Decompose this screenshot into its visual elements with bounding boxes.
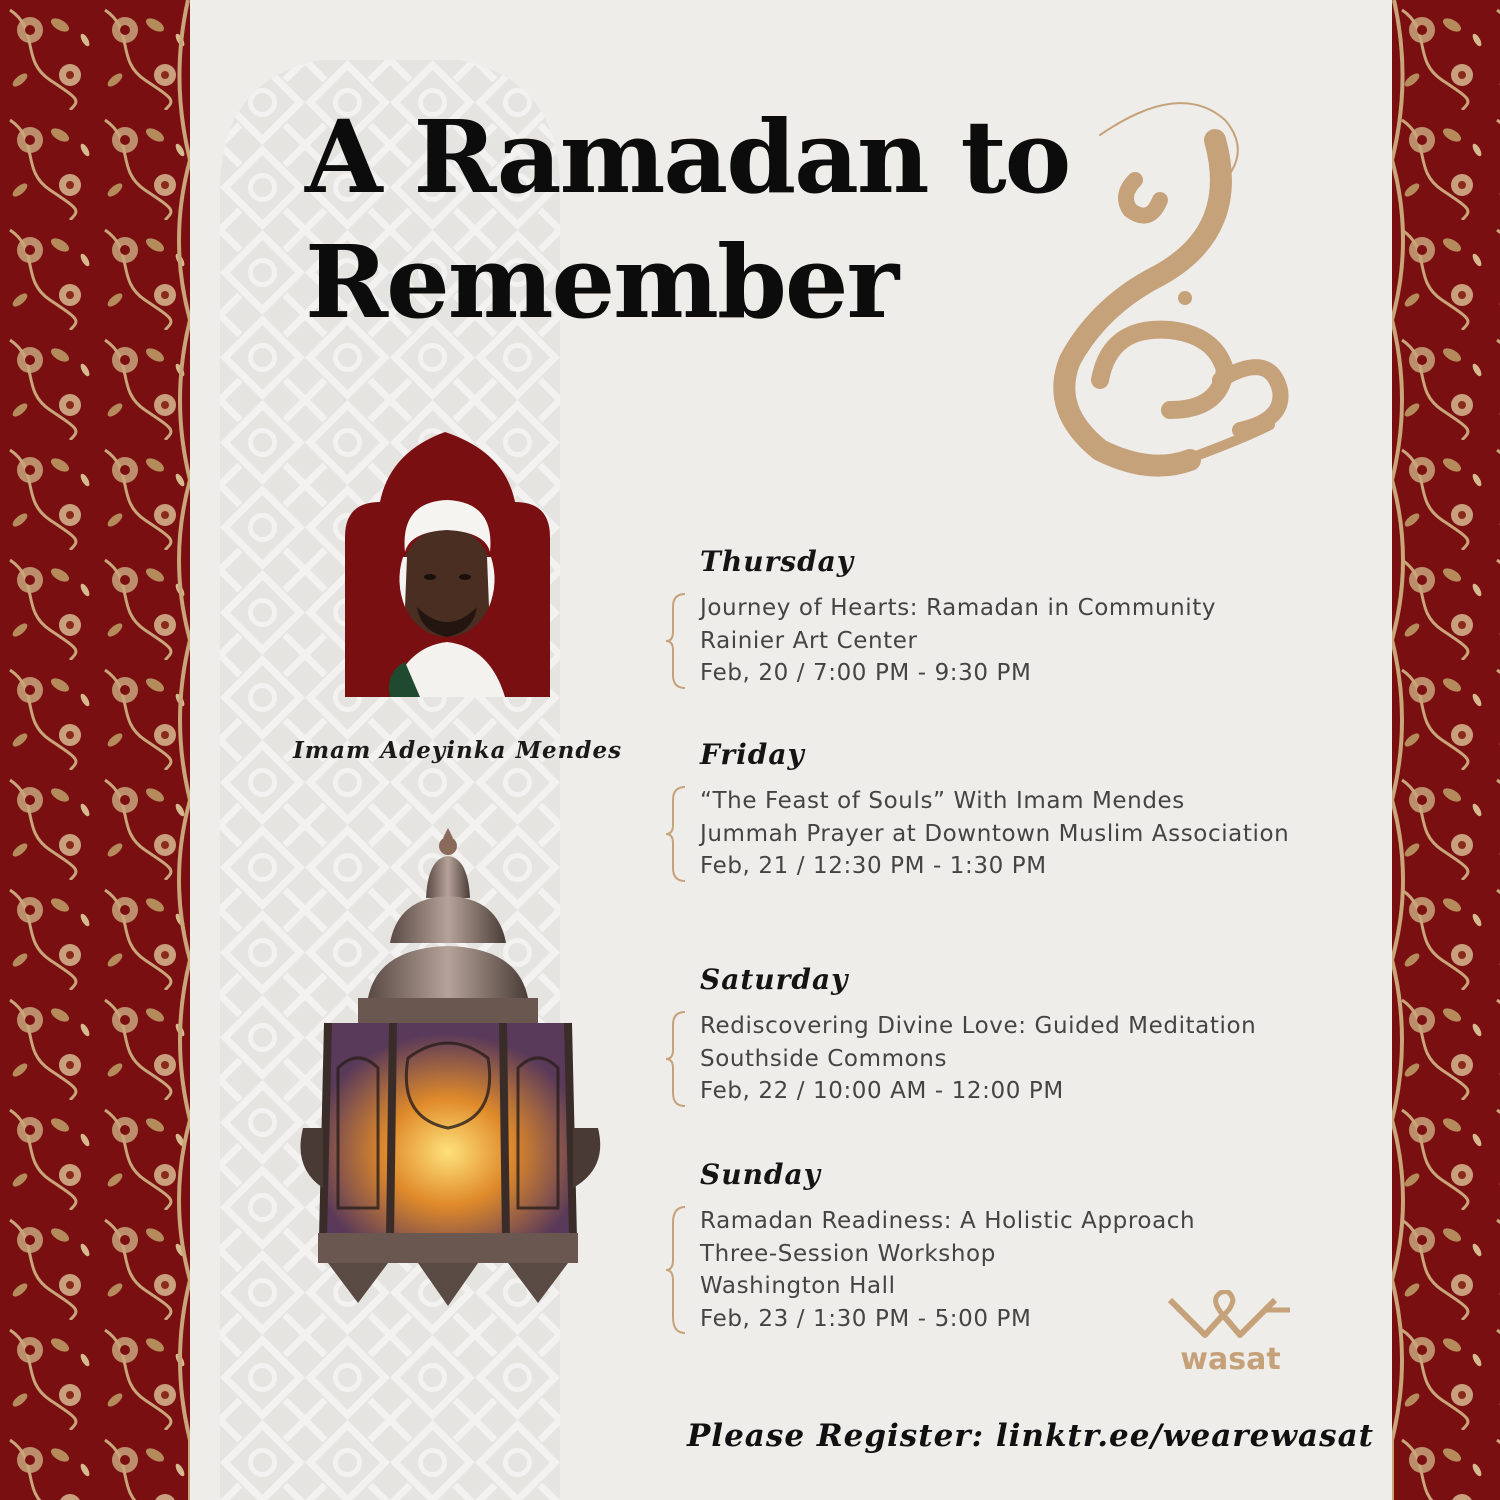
brace-icon xyxy=(665,1205,687,1335)
ramadan-calligraphy-icon xyxy=(1040,80,1300,490)
brace-icon xyxy=(665,592,687,690)
event-time: Feb, 23 / 1:30 PM - 5:00 PM xyxy=(700,1305,1032,1332)
event-thursday xyxy=(665,545,1216,690)
right-floral-border xyxy=(1392,0,1500,1500)
event-title: Ramadan Readiness: A Holistic Approach xyxy=(700,1208,1196,1234)
left-floral-border xyxy=(0,0,190,1500)
event-details xyxy=(665,1010,1256,1108)
event-saturday xyxy=(665,963,1256,1108)
speaker-name: Imam Adeyinka Mendes xyxy=(293,737,623,764)
wasat-logo-text: wasat xyxy=(1180,1342,1281,1377)
event-title: Journey of Hearts: Ramadan in Community xyxy=(700,595,1217,621)
event-day: Saturday xyxy=(700,963,849,996)
page-title xyxy=(305,95,1069,345)
event-venue: Southside Commons xyxy=(700,1045,948,1072)
event-venue: Rainier Art Center xyxy=(700,627,918,654)
floral-border-icon xyxy=(0,0,190,1500)
speaker-portrait xyxy=(345,432,550,697)
register-link[interactable]: Please Register: linktr.ee/wearewasat xyxy=(687,1418,1374,1454)
event-details xyxy=(665,785,1289,883)
event-day: Thursday xyxy=(700,545,855,578)
title-line-1: A Ramadan to xyxy=(305,98,1070,216)
event-time: Feb, 20 / 7:00 PM - 9:30 PM xyxy=(700,660,1032,686)
lantern-icon xyxy=(298,828,603,1306)
event-subtitle: Three-Session Workshop xyxy=(700,1240,996,1267)
brace-icon xyxy=(665,1010,687,1108)
event-details xyxy=(665,1205,1195,1335)
event-day: Sunday xyxy=(700,1158,821,1191)
event-venue: Washington Hall xyxy=(700,1273,896,1299)
event-venue: Jummah Prayer at Downtown Muslim Association xyxy=(700,820,1290,847)
brace-icon xyxy=(665,785,687,883)
event-day: Friday xyxy=(700,738,805,771)
event-title: “The Feast of Souls” With Imam Mendes xyxy=(700,788,1185,814)
floral-border-icon xyxy=(1392,0,1500,1500)
event-time: Feb, 21 / 12:30 PM - 1:30 PM xyxy=(700,853,1047,879)
event-friday xyxy=(665,738,1289,883)
event-details xyxy=(665,592,1216,690)
event-sunday xyxy=(665,1158,1195,1335)
title-line-2: Remember xyxy=(305,223,898,341)
event-title: Rediscovering Divine Love: Guided Meditation xyxy=(700,1013,1257,1039)
event-time: Feb, 22 / 10:00 AM - 12:00 PM xyxy=(700,1078,1064,1104)
avatar xyxy=(389,500,505,697)
